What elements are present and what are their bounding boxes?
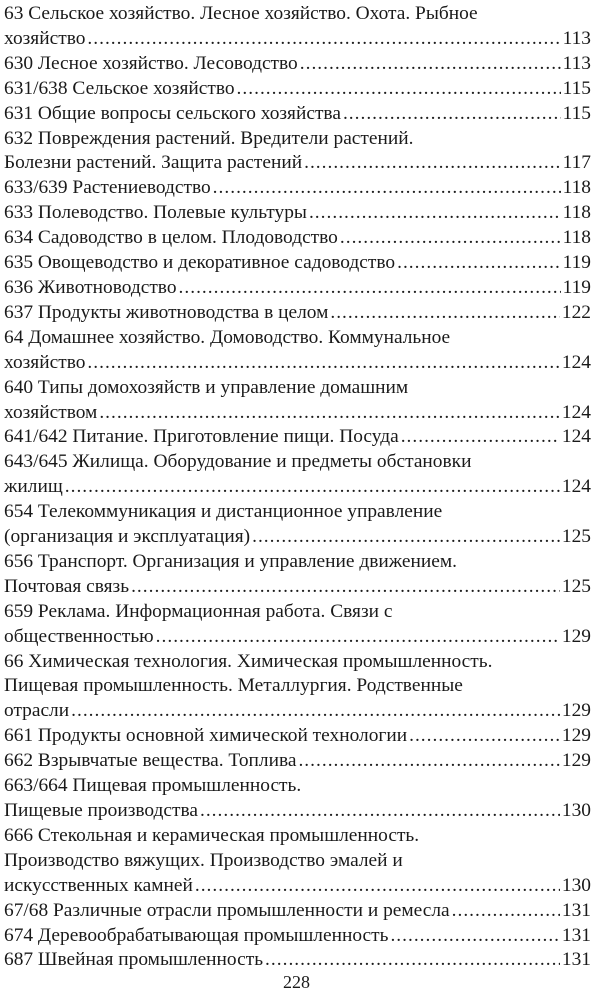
toc-entry-page: 131	[561, 899, 591, 921]
toc-entry-last-line	[4, 699, 591, 724]
toc-entry-last-line	[4, 102, 591, 127]
toc-entry-page: 125	[561, 575, 591, 597]
toc-entry-title-line: 659 Реклама. Информационная работа. Связи с	[4, 600, 393, 622]
toc-entry-title-line: 631 Общие вопросы сельского хозяйства	[4, 102, 341, 124]
dot-leader	[87, 27, 560, 52]
toc-entry-title-line: хозяйством	[4, 401, 98, 423]
toc-entry	[4, 376, 591, 426]
dot-leader	[237, 77, 561, 102]
toc-entry-page: 118	[562, 227, 591, 249]
toc-entry	[4, 724, 591, 749]
toc-entry	[4, 201, 591, 226]
toc-entry-title-line: отрасли	[4, 700, 70, 722]
toc-entry-last-line	[4, 77, 591, 102]
toc-entry-title-line: 636 Животноводство	[4, 276, 177, 298]
toc-entry-title-line: 674 Деревообрабатывающая промышленность	[4, 924, 389, 946]
toc-entry-title-line: общественностью	[4, 625, 154, 647]
toc-entry-title-line: 641/642 Питание. Приготовление пищи. Посуда	[4, 426, 399, 448]
toc-entry	[4, 52, 591, 77]
toc-entry	[4, 77, 591, 102]
toc-entry-page: 115	[562, 77, 591, 99]
toc-entry-title-line: 666 Стекольная и керамическая промышленность.	[4, 824, 420, 846]
dot-leader	[309, 201, 561, 226]
toc-entry-title-line: 633/639 Растениеводство	[4, 177, 211, 199]
toc-entry-page: 124	[561, 476, 591, 498]
toc-entry	[4, 824, 591, 899]
toc-entry-page: 113	[562, 27, 591, 49]
toc-entry-page: 122	[561, 301, 591, 323]
dot-leader	[65, 475, 560, 500]
toc-entry-title-line: Болезни растений. Защита растений	[4, 152, 303, 174]
table-of-contents	[4, 2, 591, 973]
toc-entry-title-line: 662 Взрывчатые вещества. Топлива	[4, 750, 297, 772]
toc-entry-title-line: хозяйство	[4, 27, 86, 49]
dot-leader	[213, 176, 561, 201]
toc-entry	[4, 2, 591, 52]
toc-entry-page: 124	[561, 426, 591, 448]
toc-entry-last-line	[4, 301, 591, 326]
toc-entry-last-line	[4, 151, 591, 176]
toc-entry	[4, 924, 591, 949]
dot-leader	[131, 575, 560, 600]
dot-leader	[343, 102, 561, 127]
toc-entry-title-line: 66 Химическая технология. Химическая промышленность.	[4, 650, 493, 672]
toc-entry	[4, 276, 591, 301]
dot-leader	[200, 799, 560, 824]
toc-entry-last-line	[4, 899, 591, 924]
dot-leader	[195, 874, 560, 899]
toc-entry-title-line: 632 Повреждения растений. Вредители растений.	[4, 127, 414, 149]
toc-entry-page: 129	[561, 700, 591, 722]
toc-entry-last-line	[4, 749, 591, 774]
toc-entry-page: 129	[561, 750, 591, 772]
toc-entry	[4, 650, 591, 725]
toc-entry-title-line: 643/645 Жилища. Оборудование и предметы обстановки	[4, 451, 472, 473]
toc-entry-page: 119	[562, 252, 591, 274]
dot-leader	[330, 301, 560, 326]
dot-leader	[397, 251, 561, 276]
toc-entry-title-line: Почтовая связь	[4, 575, 130, 597]
toc-entry	[4, 326, 591, 376]
toc-entry	[4, 450, 591, 500]
toc-entry-last-line	[4, 351, 591, 376]
toc-entry-title-line: 630 Лесное хозяйство. Лесоводство	[4, 52, 298, 74]
toc-entry	[4, 425, 591, 450]
toc-entry-title-line: Пищевая промышленность. Металлургия. Родственные	[4, 675, 463, 697]
toc-entry-page: 118	[562, 177, 591, 199]
toc-entry-last-line	[4, 924, 591, 949]
page-number: 228	[283, 972, 310, 992]
toc-entry-last-line	[4, 27, 591, 52]
toc-entry	[4, 251, 591, 276]
toc-entry	[4, 600, 591, 650]
toc-entry-title-line: 687 Швейная промышленность	[4, 949, 264, 971]
toc-entry-title-line: искусственных камней	[4, 874, 193, 896]
toc-entry-page: 125	[561, 526, 591, 548]
toc-entry-page: 131	[561, 949, 591, 971]
toc-entry-page: 124	[561, 351, 591, 373]
toc-entry-last-line	[4, 575, 591, 600]
toc-entry-page: 124	[561, 401, 591, 423]
toc-entry-last-line	[4, 251, 591, 276]
toc-entry-title-line: 631/638 Сельское хозяйство	[4, 77, 235, 99]
dot-leader	[401, 425, 560, 450]
dot-leader	[156, 625, 560, 650]
toc-entry-page: 119	[562, 276, 591, 298]
dot-leader	[179, 276, 561, 301]
toc-entry-page: 117	[562, 152, 591, 174]
toc-entry	[4, 176, 591, 201]
toc-entry-last-line	[4, 799, 591, 824]
toc-entry-last-line	[4, 525, 591, 550]
toc-entry-title-line: 67/68 Различные отрасли промышленности и ремесла	[4, 899, 450, 921]
toc-entry	[4, 550, 591, 600]
toc-entry-last-line	[4, 176, 591, 201]
toc-entry-title-line: 635 Овощеводство и декоративное садоводство	[4, 252, 396, 274]
toc-entry	[4, 301, 591, 326]
toc-entry-last-line	[4, 425, 591, 450]
toc-entry-last-line	[4, 874, 591, 899]
toc-entry-title-line: 640 Типы домохозяйств и управление домашним	[4, 376, 409, 398]
toc-entry-title-line: 634 Садоводство в целом. Плодоводство	[4, 227, 338, 249]
toc-entry-page: 129	[561, 625, 591, 647]
dot-leader	[252, 525, 560, 550]
toc-entry-last-line	[4, 401, 591, 426]
toc-entry-title-line: Пищевые производства	[4, 800, 198, 821]
toc-entry-title-line: Производство вяжущих. Производство эмалей и	[4, 849, 403, 871]
toc-entry-title-line: 661 Продукты основной химической технологии	[4, 725, 408, 747]
toc-entry	[4, 774, 591, 824]
toc-entry-page: 130	[561, 800, 591, 821]
toc-entry-title-line: жилищ	[4, 476, 63, 498]
dot-leader	[340, 226, 561, 251]
dot-leader	[87, 351, 560, 376]
toc-entry-title-line: 637 Продукты животноводства в целом	[4, 301, 329, 323]
toc-entry-page: 113	[562, 52, 591, 74]
toc-entry-page: 129	[561, 725, 591, 747]
toc-entry	[4, 899, 591, 924]
dot-leader	[71, 699, 560, 724]
toc-entry	[4, 127, 591, 177]
toc-entry-page: 115	[562, 102, 591, 124]
toc-entry	[4, 102, 591, 127]
toc-entry-last-line	[4, 475, 591, 500]
toc-entry-last-line	[4, 201, 591, 226]
toc-entry-page: 131	[561, 924, 591, 946]
dot-leader	[99, 401, 560, 426]
toc-entry	[4, 749, 591, 774]
dot-leader	[304, 151, 561, 176]
toc-entry	[4, 500, 591, 550]
toc-entry-title-line: 63 Сельское хозяйство. Лесное хозяйство. Охота. Рыбное	[4, 3, 478, 24]
toc-entry-last-line	[4, 724, 591, 749]
dot-leader	[298, 749, 559, 774]
toc-entry-page: 130	[561, 874, 591, 896]
toc-entry-title-line: хозяйство	[4, 351, 86, 373]
dot-leader	[409, 724, 560, 749]
toc-entry-title-line: 656 Транспорт. Организация и управление движением.	[4, 550, 457, 572]
dot-leader	[452, 899, 560, 924]
toc-entry-last-line	[4, 52, 591, 77]
toc-entry-page: 118	[562, 202, 591, 224]
toc-entry-title-line: 633 Полеводство. Полевые культуры	[4, 202, 307, 224]
toc-entry-title-line: 64 Домашнее хозяйство. Домоводство. Коммунальное	[4, 326, 451, 348]
dot-leader	[300, 52, 561, 77]
toc-entry	[4, 226, 591, 251]
toc-entry-last-line	[4, 276, 591, 301]
dot-leader	[390, 924, 559, 949]
toc-entry-title-line: (организация и эксплуатация)	[4, 526, 251, 548]
toc-entry-last-line	[4, 625, 591, 650]
toc-entry-last-line	[4, 226, 591, 251]
toc-entry-title-line: 663/664 Пищевая промышленность.	[4, 775, 302, 797]
toc-entry-title-line: 654 Телекоммуникация и дистанционное управление	[4, 501, 443, 523]
